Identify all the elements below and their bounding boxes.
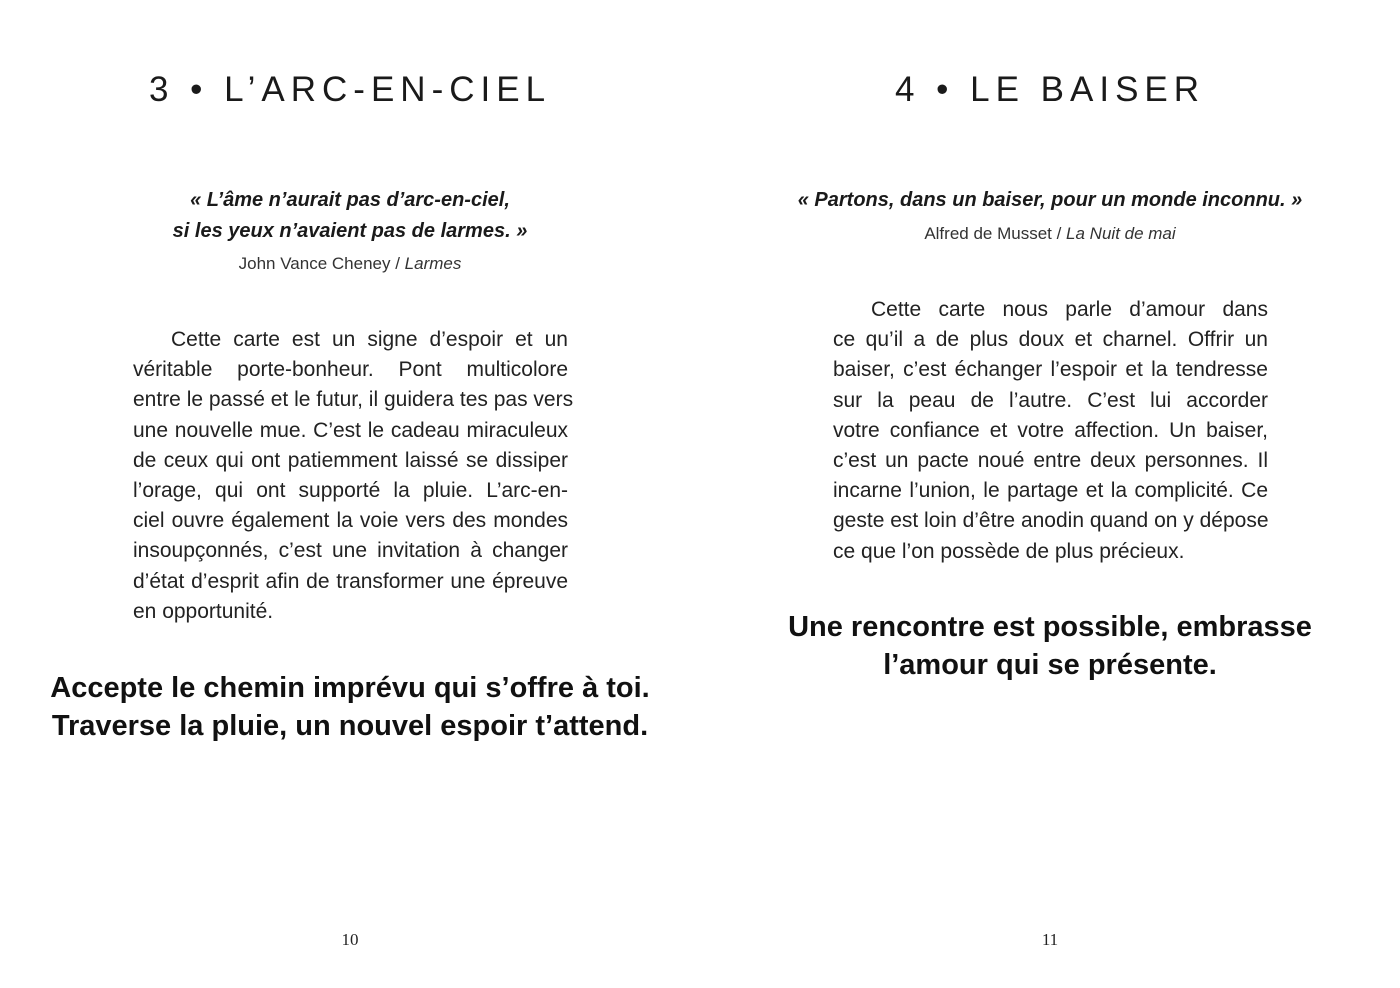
epigraph-quote: [0, 185, 700, 247]
attribution-author: John Vance Cheney /: [238, 254, 405, 273]
body-line: insoupçonnés, c’est une invitation à changer: [133, 539, 568, 563]
body-line: en opportunité.: [133, 599, 274, 623]
body-line: votre confiance et votre affection. Un baiser,: [833, 418, 1268, 442]
body-line: c’est un pacte noué entre deux personnes. Il: [833, 449, 1268, 473]
conclusion-line: Traverse la pluie, un nouvel espoir t’attend.: [51, 710, 649, 742]
body-line: sur la peau de l’autre. C’est lui accorder: [833, 388, 1268, 412]
body-line: entre le passé et le futur, il guidera tes pas vers: [133, 388, 574, 412]
quote-line: « L’âme n’aurait pas d’arc-en-ciel,: [190, 189, 510, 211]
conclusion-text: [0, 669, 700, 745]
conclusion-line: l’amour qui se présente.: [883, 649, 1217, 681]
attribution-work: La Nuit de mai: [1066, 224, 1176, 243]
right-page: [700, 0, 1400, 988]
conclusion-line: Accepte le chemin imprévu qui s’offre à toi.: [50, 672, 650, 704]
body-paragraph: [833, 295, 1268, 567]
quote-attribution: [700, 224, 1400, 244]
epigraph-quote: [700, 185, 1400, 216]
body-line: baiser, c’est échanger l’espoir et la tendresse: [833, 358, 1268, 382]
body-line: Cette carte nous parle d’amour dans: [871, 298, 1268, 321]
body-line: d’état d’esprit afin de transformer une épreuve: [133, 569, 568, 593]
body-line: incarne l’union, le partage et la complicité. Ce: [833, 479, 1268, 503]
body-line: geste est loin d’être anodin quand on y dépose: [833, 509, 1269, 533]
body-line: de ceux qui ont patiemment laissé se dissiper: [133, 448, 568, 472]
body-line: ce que l’on possède de plus précieux.: [833, 539, 1185, 563]
body-line: l’orage, qui ont supporté la pluie. L’arc-en-: [133, 479, 568, 503]
body-line: véritable porte-bonheur. Pont multicolore: [133, 358, 568, 382]
attribution-author: Alfred de Musset /: [924, 224, 1067, 243]
body-line: ce qu’il a de plus doux et charnel. Offrir un: [833, 328, 1268, 352]
body-line: une nouvelle mue. C’est le cadeau miraculeux: [133, 418, 568, 442]
chapter-title: 4 • LE BAISER: [894, 70, 1206, 109]
page-number: 11: [1041, 930, 1059, 949]
quote-line: « Partons, dans un baiser, pour un monde inconnu. »: [797, 189, 1303, 211]
body-line: Cette carte est un signe d’espoir et un: [171, 328, 568, 351]
page-number: 10: [341, 930, 359, 949]
conclusion-text: [700, 608, 1400, 684]
conclusion-line: Une rencontre est possible, embrasse: [788, 611, 1312, 643]
body-line: ciel ouvre également la voie vers des mondes: [133, 509, 568, 533]
quote-attribution: [0, 254, 700, 274]
chapter-title: 3 • L’ARC-EN-CIEL: [148, 70, 552, 109]
body-paragraph: [133, 325, 574, 627]
quote-line: si les yeux n’avaient pas de larmes. »: [172, 220, 528, 242]
attribution-work: Larmes: [404, 254, 462, 273]
